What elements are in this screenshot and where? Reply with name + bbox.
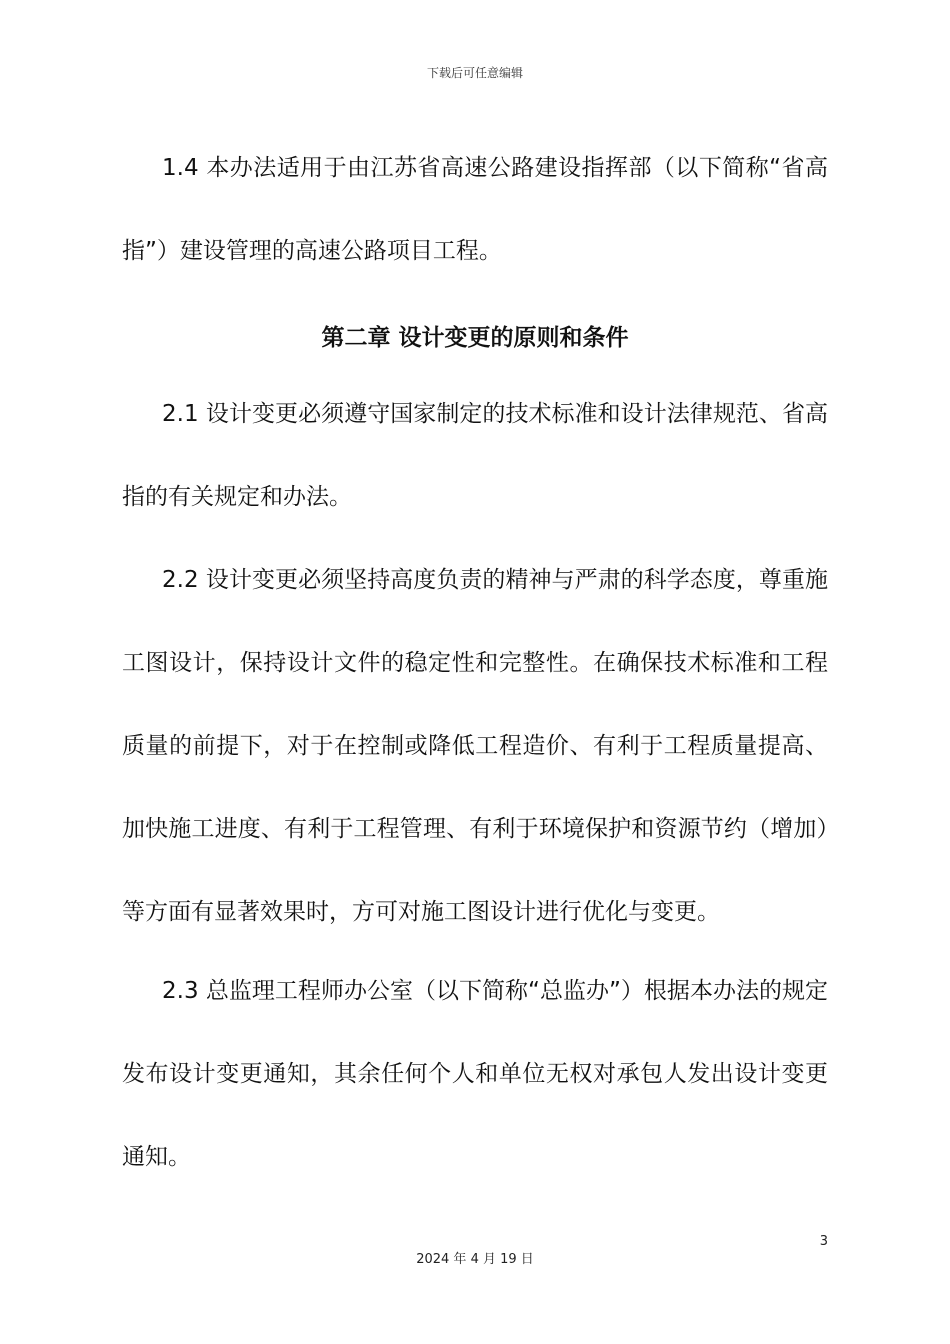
paragraph-2-2: 2.2 设计变更必须坚持高度负责的精神与严肃的科学态度，尊重施工图设计，保持设计文件的稳定性和完整性。在确保技术标准和工程质量的前提下，对于在控制或降低工程造价、有利于工程质量提高、加快施工进度、有利于工程管理、有利于环境保护和资源节约（增加）等方面有显著效果时，方可对施工图设计进行优化与变更。 [122, 567, 828, 925]
document-body [122, 127, 828, 1199]
footer-date: 2024 年 4 月 19 日 [416, 1252, 534, 1267]
page-header: 下载后可任意编辑 [426, 66, 523, 80]
page-number: 3 [819, 1234, 828, 1249]
paragraph-2-3: 2.3 总监理工程师办公室（以下简称“总监办”）根据本办法的规定发布设计变更通知，其余任何个人和单位无权对承包人发出设计变更通知。 [122, 978, 828, 1170]
chapter-heading: 第二章 设计变更的原则和条件 [321, 325, 629, 351]
paragraph-2-1: 2.1 设计变更必须遵守国家制定的技术标准和设计法律规范、省高指的有关规定和办法。 [122, 401, 828, 510]
paragraph-1-4: 1.4 本办法适用于由江苏省高速公路建设指挥部（以下简称“省高指”）建设管理的高速公路项目工程。 [122, 155, 828, 264]
